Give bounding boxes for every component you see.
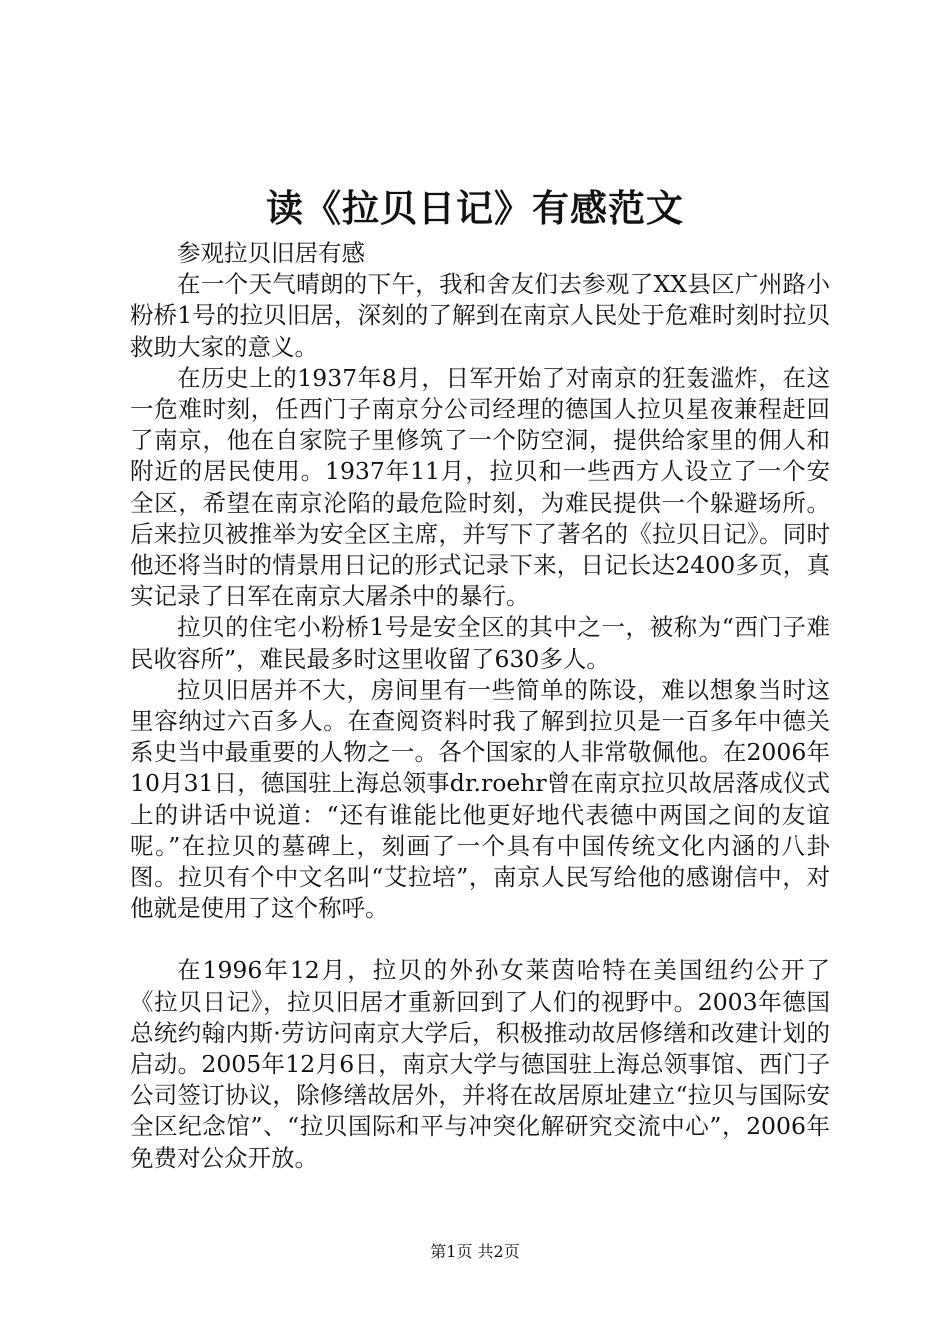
document-subtitle: 参观拉贝旧居有感 (177, 239, 365, 267)
document-title: 读《拉贝日记》有感范文 (266, 186, 684, 230)
paragraph-spacer (130, 924, 830, 955)
paragraph: 在一个天气晴朗的下午，我和舍友们去参观了XX县区广州路小粉桥1号的拉贝旧居，深刻的了解到在南京人民处于危难时刻时拉贝救助大家的意义。 (130, 270, 830, 361)
document-body (130, 238, 830, 1174)
page-number-footer: 第1页 共2页 (430, 1242, 520, 1261)
paragraph: 拉贝旧居并不大，房间里有一些简单的陈设，难以想象当时这里容纳过六百多人。在查阅资料时我了解到拉贝是一百多年中德关系史当中最重要的人物之一。各个国家的人非常敬佩他。在2006年10月31日，德国驻上海总领事dr.roehr曾在南京拉贝故居落成仪式上的讲话中说道：“还有谁能比他更好地代表德中两国之间的友谊呢。”在拉贝的墓碑上，刻画了一个具有中国传统文化内涵的八卦图。拉贝有个中文名叫“艾拉培”，南京人民写给他的感谢信中，对他就是使用了这个称呼。 (130, 675, 830, 923)
paragraph: 拉贝的住宅小粉桥1号是安全区的其中之一，被称为“西门子难民收容所”，难民最多时这里收留了630多人。 (130, 613, 830, 673)
paragraph: 在历史上的1937年8月，日军开始了对南京的狂轰滥炸，在这一危难时刻，任西门子南京分公司经理的德国人拉贝星夜兼程赶回了南京，他在自家院子里修筑了一个防空洞，提供给家里的佣人和附近的居民使用。1937年11月，拉贝和一些西方人设立了一个安全区，希望在南京沦陷的最危险时刻，为难民提供一个躲避场所。后来拉贝被推举为安全区主席，并写下了著名的《拉贝日记》。同时他还将当时的情景用日记的形式记录下来，日记长达2400多页，真实记录了日军在南京大屠杀中的暴行。 (130, 363, 830, 611)
paragraph: 在1996年12月，拉贝的外孙女莱茵哈特在美国纽约公开了《拉贝日记》，拉贝旧居才重新回到了人们的视野中。2003年德国总统约翰内斯·劳访问南京大学后，积极推动故居修缮和改建计划的启动。2005年12月6日，南京大学与德国驻上海总领事馆、西门子公司签订协议，除修缮故居外，并将在故居原址建立“拉贝与国际安全区纪念馆”、“拉贝国际和平与冲突化解研究交流中心”，2006年免费对公众开放。 (130, 956, 830, 1172)
